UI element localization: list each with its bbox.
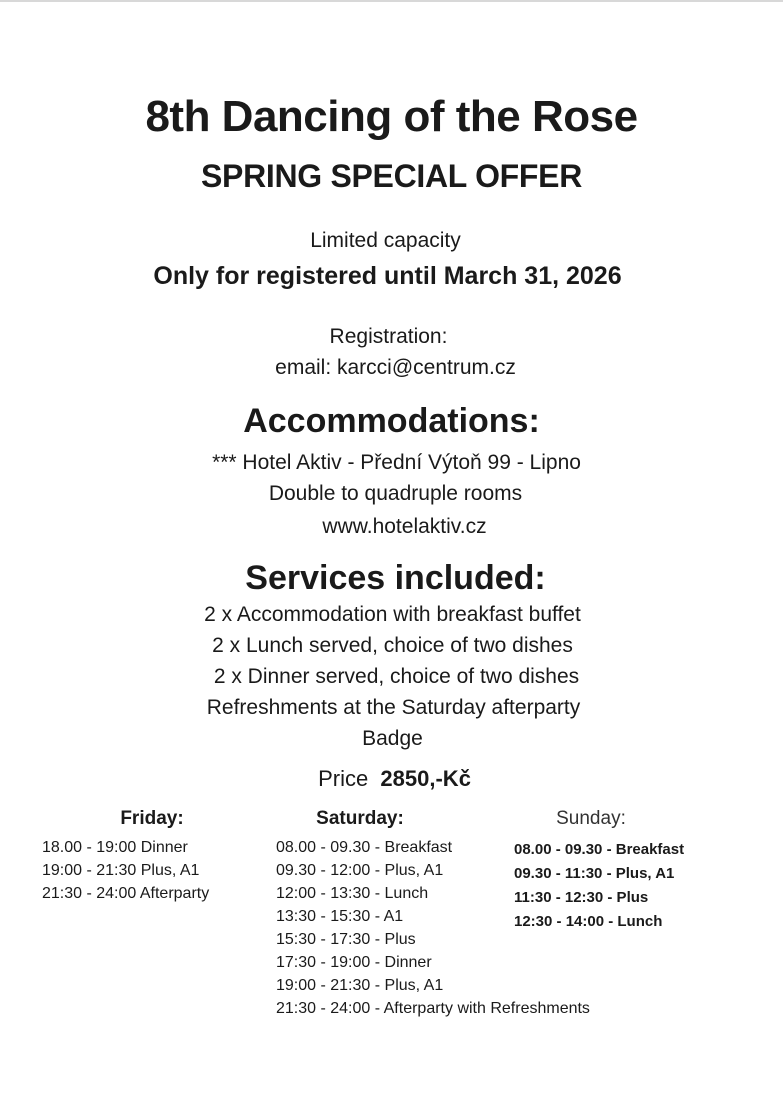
schedule-row: 21:30 - 24:00 - Afterparty with Refreshments	[276, 1000, 590, 1017]
friday-schedule	[42, 836, 209, 905]
room-types: Double to quadruple rooms	[268, 482, 523, 505]
schedule-row: 18.00 - 19:00 Dinner	[42, 839, 188, 856]
schedule-row: 08.00 - 09.30 - Breakfast	[276, 839, 453, 856]
schedule-row: 13:30 - 15:30 - A1	[276, 908, 404, 925]
service-item: 2 x Accommodation with breakfast buffet	[204, 603, 581, 626]
services-heading: Services included:	[245, 559, 546, 597]
registration-deadline: Only for registered until March 31, 2026	[153, 262, 622, 290]
limited-capacity-note: Limited capacity	[310, 229, 461, 252]
friday-heading: Friday:	[120, 808, 184, 829]
schedule-row: 08.00 - 09.30 - Breakfast	[514, 841, 685, 858]
hotel-address: *** Hotel Aktiv - Přední Výtoň 99 - Lipno	[212, 451, 581, 474]
service-item: 2 x Lunch served, choice of two dishes	[212, 634, 573, 657]
sunday-heading: Sunday:	[556, 808, 626, 829]
accommodations-heading: Accommodations:	[243, 402, 540, 440]
schedule-row: 12:00 - 13:30 - Lunch	[276, 885, 429, 902]
schedule-row: 12:30 - 14:00 - Lunch	[514, 913, 663, 930]
event-title: 8th Dancing of the Rose	[145, 92, 638, 141]
price-label: Price	[318, 766, 369, 791]
offer-subtitle: SPRING SPECIAL OFFER	[200, 158, 583, 194]
price-line	[3, 766, 783, 792]
schedule-row: 11:30 - 12:30 - Plus	[514, 889, 649, 906]
registration-label: Registration:	[329, 325, 448, 348]
schedule-row: 21:30 - 24:00 Afterparty	[42, 885, 210, 902]
schedule-row: 19:00 - 21:30 - Plus, A1	[276, 977, 444, 994]
schedule-row: 09.30 - 11:30 - Plus, A1	[514, 865, 675, 882]
registration-email[interactable]: email: karcci@centrum.cz	[275, 356, 516, 379]
schedule-row: 17:30 - 19:00 - Dinner	[276, 954, 432, 971]
sunday-schedule	[514, 838, 684, 934]
service-item: 2 x Dinner served, choice of two dishes	[213, 665, 580, 688]
schedule-row: 09.30 - 12:00 - Plus, A1	[276, 862, 444, 879]
service-item: Refreshments at the Saturday afterparty	[206, 696, 581, 719]
schedule-row: 15:30 - 17:30 - Plus	[276, 931, 416, 948]
price-value: 2850,-Kč	[380, 766, 471, 791]
saturday-heading: Saturday:	[316, 808, 404, 829]
top-divider	[0, 0, 783, 2]
schedule-row: 19:00 - 21:30 Plus, A1	[42, 862, 200, 879]
service-item: Badge	[362, 727, 423, 750]
hotel-website-link[interactable]: www.hotelaktiv.cz	[322, 515, 487, 538]
